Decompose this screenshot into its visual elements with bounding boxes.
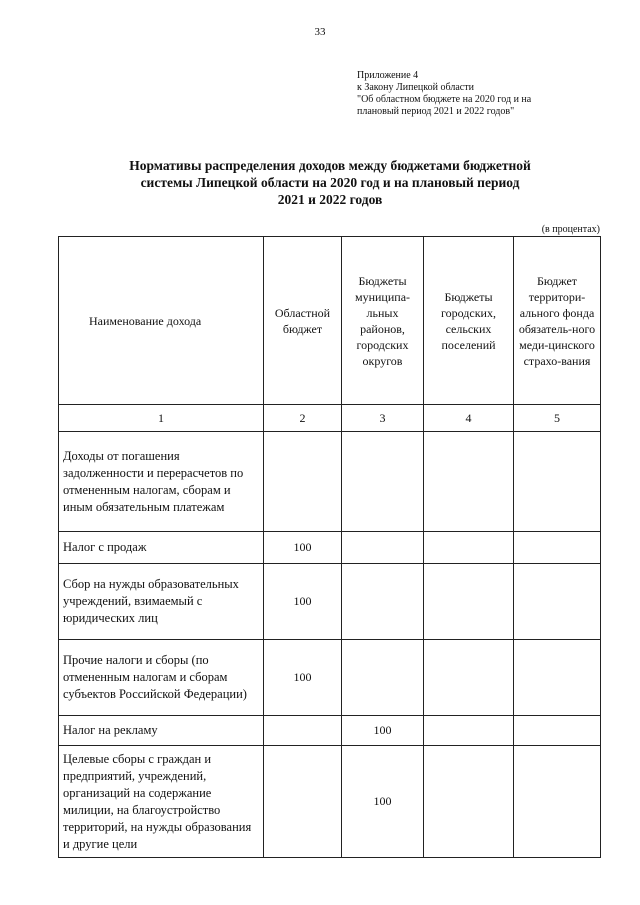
medical-value-cell (514, 640, 601, 716)
table-row (59, 640, 601, 716)
appendix-line: плановый период 2021 и 2022 годов" (357, 106, 515, 117)
header-income-name: Наименование дохода (59, 237, 264, 405)
settlements-value-cell (424, 432, 514, 532)
norms-table (58, 236, 601, 858)
settlements-value-cell (424, 716, 514, 746)
regional-value-cell (264, 746, 342, 858)
header-municipal-budgets: Бюджеты муниципа-льных районов, городских округов (342, 237, 424, 405)
appendix-note (357, 70, 607, 118)
table-row (59, 746, 601, 858)
title-line: системы Липецкой области на 2020 год и на плановый период (140, 175, 520, 190)
page-number: 33 (314, 26, 326, 38)
medical-value-cell (514, 532, 601, 564)
income-name-cell: Сбор на нужды образовательных учреждений, взимаемый с юридических лиц (59, 564, 264, 640)
column-number-row (59, 405, 601, 432)
appendix-line: Приложение 4 (357, 70, 419, 81)
income-name-cell: Доходы от погашения задолженности и перерасчетов по отмененным налогам, сборам и иным обязательным платежам (59, 432, 264, 532)
medical-value-cell (514, 564, 601, 640)
municipal-value-cell (342, 564, 424, 640)
document-title (100, 157, 560, 208)
regional-value-cell: 100 (264, 532, 342, 564)
title-line: Нормативы распределения доходов между бюджетами бюджетной (129, 158, 531, 173)
municipal-value-cell (342, 432, 424, 532)
appendix-line: к Закону Липецкой области (357, 82, 474, 93)
medical-value-cell (514, 746, 601, 858)
table-row (59, 564, 601, 640)
municipal-value-cell: 100 (342, 716, 424, 746)
regional-value-cell: 100 (264, 640, 342, 716)
header-regional-budget: Областной бюджет (264, 237, 342, 405)
income-name-cell: Целевые сборы с граждан и предприятий, учреждений, организаций на содержание милиции, на благоустройство территорий, на нужды образования и другие цели (59, 746, 264, 858)
column-number: 1 (59, 405, 264, 432)
income-name-cell: Налог на рекламу (59, 716, 264, 746)
settlements-value-cell (424, 746, 514, 858)
income-name-cell: Прочие налоги и сборы (по отмененным налогам и сборам субъектов Российской Федерации) (59, 640, 264, 716)
settlements-value-cell (424, 640, 514, 716)
municipal-value-cell (342, 532, 424, 564)
table-header-row (59, 237, 601, 405)
title-line: 2021 и 2022 годов (277, 192, 383, 207)
municipal-value-cell (342, 640, 424, 716)
medical-value-cell (514, 432, 601, 532)
regional-value-cell (264, 432, 342, 532)
column-number: 4 (424, 405, 514, 432)
income-name-cell: Налог с продаж (59, 532, 264, 564)
units-note: (в процентах) (541, 224, 600, 235)
table-row (59, 716, 601, 746)
regional-value-cell (264, 716, 342, 746)
medical-value-cell (514, 716, 601, 746)
settlements-value-cell (424, 532, 514, 564)
municipal-value-cell: 100 (342, 746, 424, 858)
column-number: 2 (264, 405, 342, 432)
table-row (59, 432, 601, 532)
table-row (59, 532, 601, 564)
appendix-line: "Об областном бюджете на 2020 год и на (357, 94, 532, 105)
column-number: 3 (342, 405, 424, 432)
regional-value-cell: 100 (264, 564, 342, 640)
header-medical-fund-budget: Бюджет территори-ального фонда обязатель-ного меди-цинского страхо-вания (514, 237, 601, 405)
header-settlement-budgets: Бюджеты городских, сельских поселений (424, 237, 514, 405)
column-number: 5 (514, 405, 601, 432)
settlements-value-cell (424, 564, 514, 640)
